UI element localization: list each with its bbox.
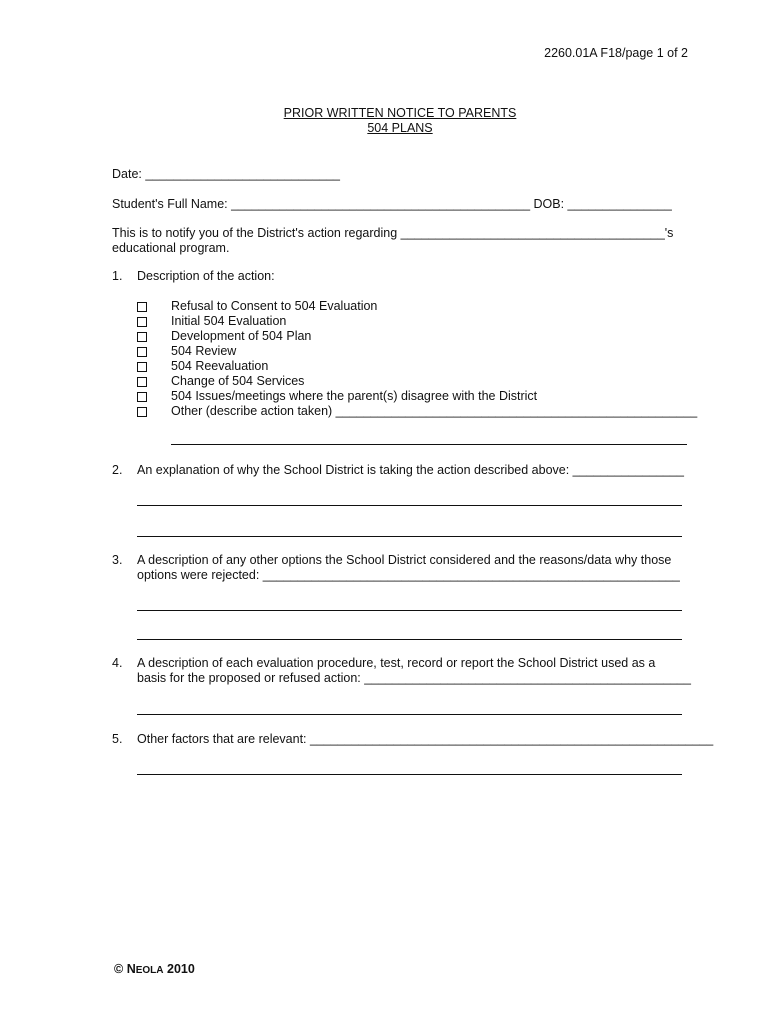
- section-5-number: 5.: [112, 732, 123, 746]
- footer-year: 2010: [167, 962, 195, 976]
- copyright-footer: [114, 962, 195, 978]
- section-3-text: A description of any other options the School District considered and the reasons/data why those: [137, 553, 672, 567]
- blank-line[interactable]: [137, 536, 682, 537]
- checkbox-initial-evaluation[interactable]: [137, 317, 147, 327]
- section-4-text-cont: basis for the proposed or refused action: _______________________________________________: [137, 671, 691, 685]
- page-subtitle: 504 PLANS: [367, 121, 433, 135]
- section-4-number: 4.: [112, 656, 123, 670]
- page-title: PRIOR WRITTEN NOTICE TO PARENTS: [283, 106, 517, 120]
- checkbox-change-services[interactable]: [137, 377, 147, 387]
- option-label: Change of 504 Services: [171, 374, 305, 388]
- checkbox-development[interactable]: [137, 332, 147, 342]
- section-1-label: Description of the action:: [137, 269, 275, 283]
- section-2-number: 2.: [112, 463, 123, 477]
- section-1-number: 1.: [112, 269, 123, 283]
- checkbox-issues-meetings[interactable]: [137, 392, 147, 402]
- footer-name-rest: EOLA: [135, 965, 164, 976]
- checkbox-review[interactable]: [137, 347, 147, 357]
- copyright-symbol: ©: [114, 962, 124, 976]
- student-name-field: Student's Full Name: ___________________________________________ DOB: _______________: [112, 197, 672, 211]
- blank-line[interactable]: [137, 774, 682, 775]
- blank-line[interactable]: [171, 444, 687, 445]
- option-label: Other (describe action taken) ____________________________________________________: [171, 404, 698, 418]
- section-5-text: Other factors that are relevant: __________________________________________________________: [137, 732, 714, 746]
- blank-line[interactable]: [137, 714, 682, 715]
- blank-line[interactable]: [137, 610, 682, 611]
- option-label: 504 Review: [171, 344, 237, 358]
- checkbox-refusal[interactable]: [137, 302, 147, 312]
- section-3-number: 3.: [112, 553, 123, 567]
- footer-name-initial: N: [126, 962, 136, 976]
- blank-line[interactable]: [137, 639, 682, 640]
- section-2-text: An explanation of why the School District is taking the action described above: ________________: [137, 463, 684, 477]
- option-label: Initial 504 Evaluation: [171, 314, 287, 328]
- blank-line[interactable]: [137, 505, 682, 506]
- notify-statement: This is to notify you of the District's action regarding ______________________________________'s: [112, 226, 674, 240]
- form-id: 2260.01A F18/page 1 of 2: [544, 46, 688, 60]
- section-3-text-cont: options were rejected: ____________________________________________________________: [137, 568, 680, 582]
- date-field: Date: ____________________________: [112, 167, 341, 181]
- option-label: Development of 504 Plan: [171, 329, 312, 343]
- option-label: 504 Issues/meetings where the parent(s) disagree with the District: [171, 389, 538, 403]
- option-label: 504 Reevaluation: [171, 359, 269, 373]
- checkbox-other[interactable]: [137, 407, 147, 417]
- section-4-text: A description of each evaluation procedure, test, record or report the School District used as a: [137, 656, 656, 670]
- option-label: Refusal to Consent to 504 Evaluation: [171, 299, 378, 313]
- notify-statement-cont: educational program.: [112, 241, 230, 255]
- checkbox-reevaluation[interactable]: [137, 362, 147, 372]
